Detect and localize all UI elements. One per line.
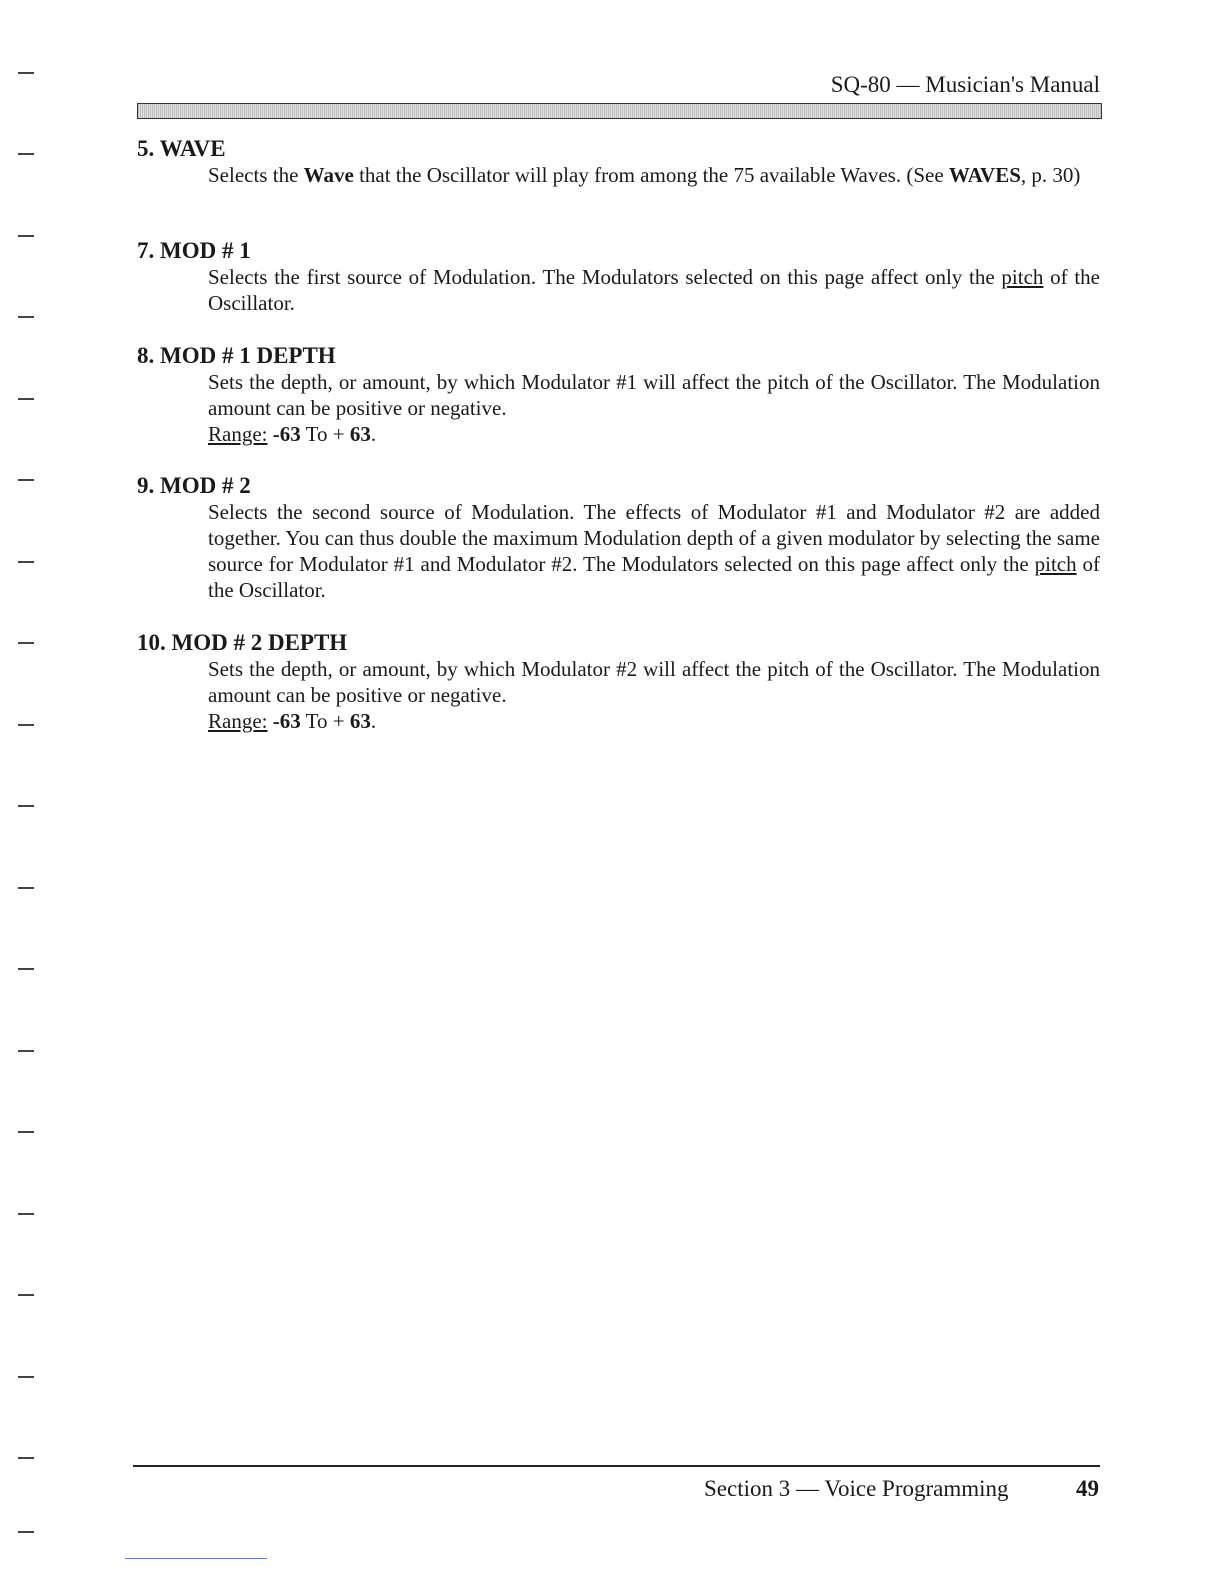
entry-body: Sets the depth, or amount, by which Modulator #2 will affect the pitch of the Oscillator. The Modulation amount can be positive or negative. Range: -63 To + 63.: [208, 657, 1100, 733]
entry-heading: 9. MOD # 2: [137, 473, 251, 498]
entry-heading: 5. WAVE: [137, 136, 226, 161]
binder-margin-marks: [16, 0, 38, 1584]
entry-body: Selects the Wave that the Oscillator will play from among the 75 available Waves. (See WAVES, p. 30): [208, 163, 1081, 187]
page-number: 49: [1076, 1476, 1099, 1501]
footer-section-title: Section 3 — Voice Programming: [704, 1476, 1009, 1501]
entry-mod2: [137, 472, 1100, 603]
entry-mod1: [137, 237, 1100, 316]
scan-artifact-line: [125, 1558, 267, 1559]
entry-mod2-depth: [137, 629, 1100, 734]
entry-mod1-depth: [137, 342, 1100, 447]
entry-body: Selects the second source of Modulation. The effects of Modulator #1 and Modulator #2 are added together. You can thus double the maximum Modulation depth of a given modulator by selecting the same source for Modulator #1 and Modulator #2. The Modulators selected on this page affect only the pitch of the Oscillator.: [208, 500, 1100, 602]
entry-body: Sets the depth, or amount, by which Modulator #1 will affect the pitch of the Oscillator. The Modulation amount can be positive or negative. Range: -63 To + 63.: [208, 370, 1100, 446]
entry-wave: [137, 135, 1100, 188]
footer-rule: [133, 1465, 1100, 1467]
running-header: SQ-80 — Musician's Manual: [830, 72, 1100, 97]
header-bar: [137, 103, 1102, 119]
entry-heading: 8. MOD # 1 DEPTH: [137, 343, 336, 368]
entry-heading: 7. MOD # 1: [137, 238, 251, 263]
entry-body: Selects the first source of Modulation. The Modulators selected on this page affect only the pitch of the Oscillator.: [208, 265, 1100, 315]
entry-heading: 10. MOD # 2 DEPTH: [137, 630, 348, 655]
range-line: Range: -63 To + 63.: [208, 709, 377, 733]
range-line: Range: -63 To + 63.: [208, 422, 377, 446]
